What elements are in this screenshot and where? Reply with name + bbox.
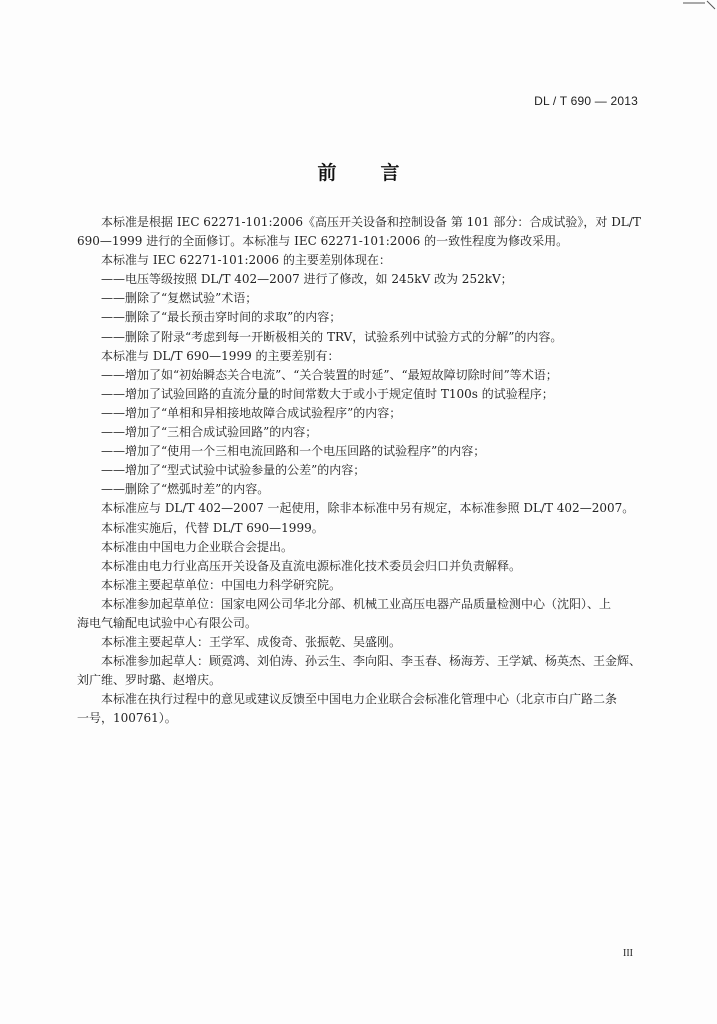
paragraph: 一号，100761）。	[77, 711, 177, 726]
list-item: ——增加了“使用一个三相电流回路和一个电压回路的试验程序”的内容；	[101, 444, 486, 459]
list-item: ——删除了附录“考虑到每一开断极相关的 TRV，试验系列中试验方式的分解”的内容。	[101, 329, 563, 344]
list-item: ——增加了“型式试验中试验参量的公差”的内容；	[101, 463, 366, 478]
paragraph: 本标准与 DL/T 690—1999 的主要差别有：	[101, 348, 340, 363]
paragraph: 本标准参加起草单位：国家电网公司华北分部、机械工业高压电器产品质量检测中心（沈阳）、上	[101, 596, 612, 611]
paragraph: 本标准实施后，代替 DL/T 690—1999。	[101, 520, 324, 535]
list-item: ——增加了“三相合成试验回路”的内容；	[101, 425, 318, 440]
paragraph: 本标准参加起草人：顾霓鸿、刘伯涛、孙云生、李向阳、李玉春、杨海芳、王学斌、杨英杰、王金辉、	[101, 654, 642, 669]
paragraph: 本标准由电力行业高压开关设备及直流电源标准化技术委员会归口并负责解释。	[101, 558, 522, 573]
list-item: ——删除了“复燃试验”术语；	[101, 291, 258, 306]
section-title: 前言	[317, 162, 444, 184]
corner-scan-mark	[681, 0, 717, 14]
paragraph: 690—1999 进行的全面修订。本标准与 IEC 62271-101:2006 的一致性程度为修改采用。	[77, 234, 569, 249]
paragraph: 本标准是根据 IEC 62271-101:2006《高压开关设备和控制设备 第 101 部分：合成试验》，对 DL/T	[101, 215, 641, 229]
list-item: ——增加了“单相和异相接地故障合成试验程序”的内容；	[101, 405, 402, 420]
paragraph: 本标准主要起草人：王学军、成俊奇、张振乾、吴盛刚。	[101, 635, 402, 650]
paragraph: 刘广维、罗时璐、赵增庆。	[77, 673, 222, 688]
page-number: III	[623, 948, 633, 959]
foreword-body	[77, 213, 647, 729]
paragraph: 海电气输配电试验中心有限公司。	[77, 615, 258, 630]
list-item: ——删除了“燃弧时差”的内容。	[101, 482, 270, 497]
paragraph: 本标准在执行过程中的意见或建议反馈至中国电力企业联合会标准化管理中心（北京市白广路二条	[101, 692, 618, 707]
paragraph: 本标准与 IEC 62271-101:2006 的主要差别体现在：	[101, 253, 391, 268]
list-item: ——增加了如“初始瞬态关合电流”、“关合装置的时延”、“最短故障切除时间”等术语；	[101, 367, 558, 382]
paragraph: 本标准主要起草单位：中国电力科学研究院。	[101, 577, 342, 592]
document-code: DL / T 690 — 2013	[534, 94, 638, 108]
list-item: ——电压等级按照 DL/T 402—2007 进行了修改，如 245kV 改为 252kV；	[101, 272, 513, 287]
list-item: ——增加了试验回路的直流分量的时间常数大于或小于规定值时 T100s 的试验程序；	[101, 386, 554, 401]
paragraph: 本标准由中国电力企业联合会提出。	[101, 539, 294, 554]
list-item: ——删除了“最长预击穿时间的求取”的内容；	[101, 310, 342, 325]
paragraph: 本标准应与 DL/T 402—2007 一起使用，除非本标准中另有规定，本标准参照 DL/T 402—2007。	[101, 501, 635, 516]
